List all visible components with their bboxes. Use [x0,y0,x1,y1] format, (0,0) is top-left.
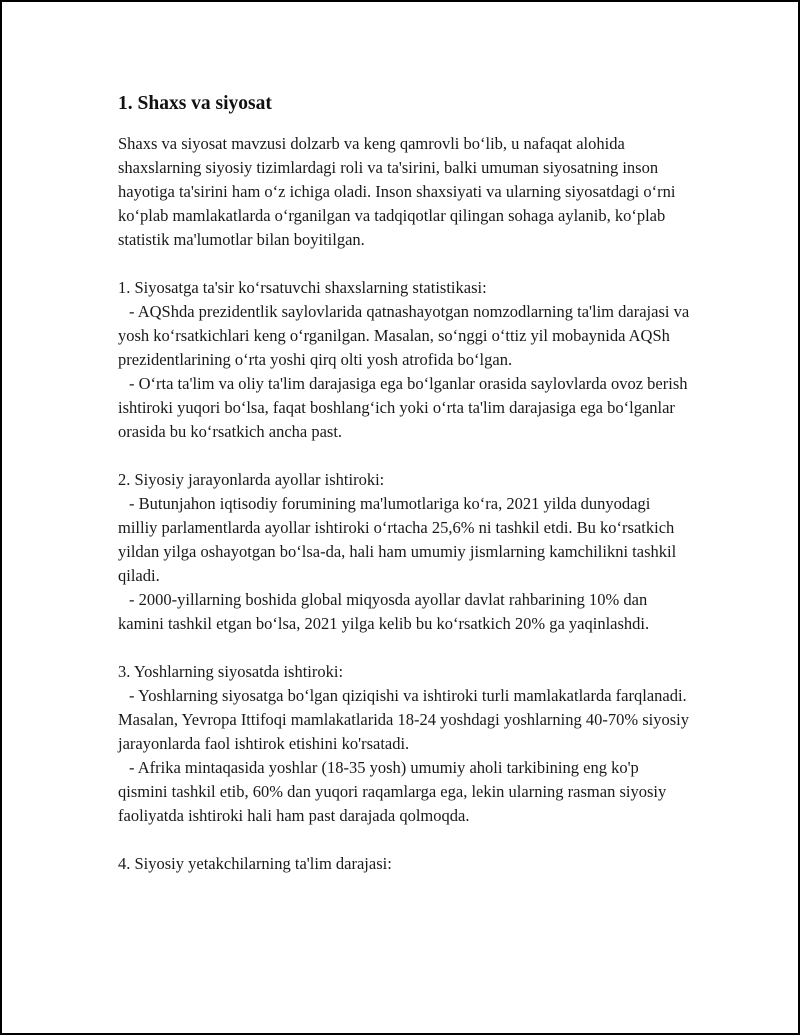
section-title: 3. Yoshlarning siyosatda ishtiroki: [118,662,344,681]
page-title: 1. Shaxs va siyosat [118,93,272,114]
bullet-item: - 2000-yillarning boshida global miqyosda ayollar davlat rahbarining 10% dan kamini tashkil etgan bo‘lsa, 2021 yilga kelib bu ko‘rsatkich 20% ga yaqinlashdi. [118,590,652,633]
document-body [118,92,694,876]
bullet-item: - AQShda prezidentlik saylovlarida qatnashayotgan nomzodlarning ta'lim darajasi va yosh ko‘rsatkichlari keng o‘rganilgan. Masalan, so‘nggi o‘ttiz yil mobaynida AQSh prezidentlarining o‘rta yoshi qirq olti yosh atrofida bo‘lgan. [118,302,694,369]
section-1 [118,276,694,444]
bullet-item: - O‘rta ta'lim va oliy ta'lim darajasiga ega bo‘lganlar orasida saylovlarda ovoz berish ishtiroki yuqori bo‘lsa, faqat boshlang‘ich yoki o‘rta ta'lim darajasiga ega bo‘lganlar orasida bu ko‘rsatkich ancha past. [118,374,692,441]
section-2 [118,468,690,636]
section-4 [118,852,690,876]
bullet-item: - Afrika mintaqasida yoshlar (18-35 yosh) umumiy aholi tarkibining eng ko'p qismini tashkil etib, 60% dan yuqori raqamlarga ega, lekin ularning rasman siyosiy faoliyatda ishtiroki hali ham past darajada qolmoqda. [118,758,671,825]
section-title: 1. Siyosatga ta'sir ko‘rsatuvchi shaxslarning statistikasi: [118,278,487,297]
intro-paragraph: Shaxs va siyosat mavzusi dolzarb va keng qamrovli bo‘lib, u nafaqat alohida shaxslarning siyosiy tizimlardagi roli va ta'sirini, balki umuman siyosatning inson hayotiga ta'sirini ham o‘z ichiga oladi. Inson shaxsiyati va ularning siyosatdagi o‘rni ko‘plab mamlakatlarda o‘rganilgan va tadqiqotlar qilingan sohaga aylanib, ko‘plab statistik ma'lumotlar bilan boyitilgan. [118,134,680,249]
section-title: 4. Siyosiy yetakchilarning ta'lim darajasi: [118,854,392,873]
section-title: 2. Siyosiy jarayonlarda ayollar ishtiroki: [118,470,385,489]
section-3 [118,660,694,828]
bullet-item: - Yoshlarning siyosatga bo‘lgan qiziqishi va ishtiroki turli mamlakatlarda farqlanadi. Masalan, Yevropa Ittifoqi mamlakatlarida 18-24 yoshdagi yoshlarning 40-70% siyosiy jarayonlarda faol ishtirok etishini ko'rsatadi. [118,686,694,753]
bullet-item: - Butunjahon iqtisodiy forumining ma'lumotlariga ko‘ra, 2021 yilda dunyodagi milliy parlamentlarda ayollar ishtiroki o‘rtacha 25,6% ni tashkil etdi. Bu ko‘rsatkich yildan yilga oshayotgan bo‘lsa-da, hali ham umumiy jismlarning kamchilikni tashkil qiladi. [118,494,681,585]
